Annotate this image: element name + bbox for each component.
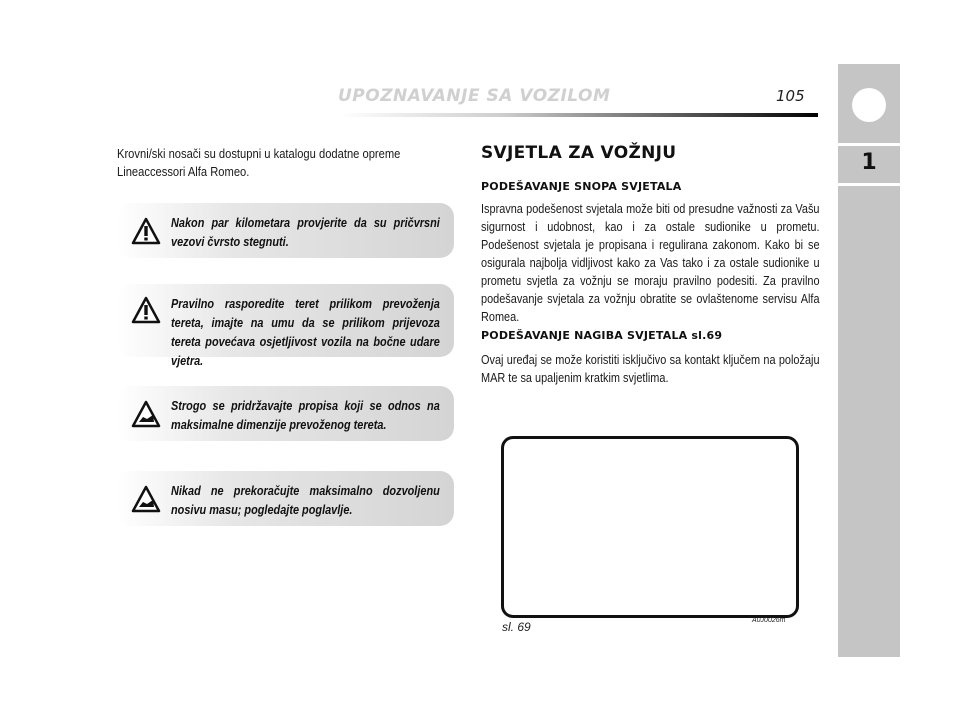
header-rule (338, 113, 818, 117)
figure-caption: sl. 69 (502, 620, 531, 634)
chapter-number: 1 (861, 150, 877, 175)
sub-heading: PODEŠAVANJE NAGIBA SVJETALA sl.69 (481, 329, 723, 342)
figure-frame (501, 436, 799, 618)
caution-text: Nikad ne prekoračujte maksimalno dozvoljenu nosivu masu; pogledajte poglavlje. (171, 483, 440, 517)
intro-paragraph: Krovni/ski nosači su dostupni u katalogu dodatne opreme Lineaccessori Alfa Romeo. (117, 146, 401, 179)
warning-triangle-icon (131, 217, 161, 245)
tab-divider (838, 143, 900, 146)
section-title: SVJETLA ZA VOŽNJU (481, 143, 677, 163)
running-header: UPOZNAVANJE SA VOZILOM (338, 86, 611, 106)
tab-divider (838, 183, 900, 186)
tab-circle-icon (852, 88, 886, 122)
warning-text: Pravilno rasporedite teret prilikom prevoženja tereta, imajte na umu da se prilikom prijevoza tereta povećava osjetljivost vozila na bočne udare vjetra. (171, 296, 440, 368)
caution-triangle-icon (131, 485, 161, 513)
warning-text: Nakon par kilometara provjerite da su pričvrsni vezovi čvrsto stegnuti. (171, 215, 440, 249)
sub-heading: PODEŠAVANJE SNOPA SVJETALA (481, 180, 682, 193)
caution-triangle-icon (131, 400, 161, 428)
body-paragraph: Ispravna podešenost svjetala može biti od presudne važnosti za Vašu sigurnost i udobnost, kao i za ostale sudionike u prometu. Podešenost svjetala je propisana i regulirana zakonom. Kako bi se osigurala najbolja vidljivost kako za Vas tako i za ostale sudionike u prometu svjetla za vožnju se moraju pravilno podesiti. Za pravilno podešavanje svjetala za vožnju obratite se ovlaštenome servisu Alfa Romea. (481, 201, 820, 324)
warning-box (117, 284, 454, 368)
figure-code: A0J0026m (752, 617, 786, 624)
warning-triangle-icon (131, 296, 161, 324)
caution-text: Strogo se pridržavajte propisa koji se odnos na maksimalne dimenzije prevoženog tereta. (171, 398, 440, 432)
caution-box (117, 386, 454, 441)
page-number: 105 (776, 87, 805, 105)
caution-box (117, 471, 454, 526)
body-paragraph: Ovaj uređaj se može koristiti isključivo sa kontakt ključem na položaju MAR te sa upaljenim kratkim svjetlima. (481, 352, 820, 385)
warning-box (117, 203, 454, 258)
